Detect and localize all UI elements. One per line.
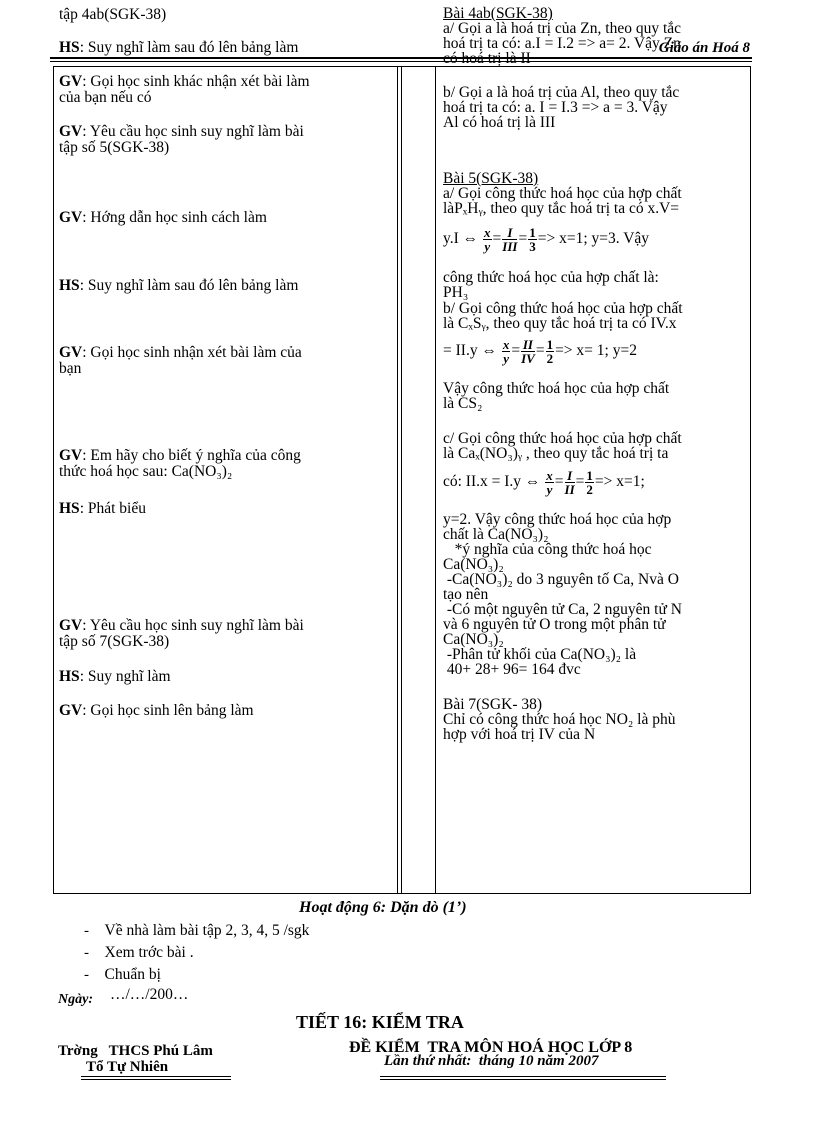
fraction: $\frac{I}{\text{III}}$ bbox=[502, 225, 518, 254]
right-line: là CS₂ bbox=[443, 395, 483, 412]
fraction: $\frac{I}{II}$ bbox=[564, 468, 575, 497]
right-line: Vậy công thức hoá học của hợp chất bbox=[443, 380, 670, 397]
fraction: $\frac{1}{2}$ bbox=[586, 468, 593, 497]
test-title: TIẾT 16: KIỂM TRA bbox=[296, 1012, 464, 1032]
right-line: làPₓHᵧ, theo quy tắc hoá trị ta có x.V= bbox=[443, 200, 680, 217]
list-item: - Xem trớc bài . bbox=[84, 944, 194, 961]
right-line: chất là Ca(NO₃)₂ bbox=[443, 526, 549, 543]
left-line: HS: Suy nghĩ làm sau đó lên bảng làm bbox=[59, 39, 299, 56]
right-line: -Phân tử khối của Ca(NO₃)₂ là bbox=[443, 646, 637, 663]
fraction: $\frac{1}{2}$ bbox=[546, 337, 554, 366]
left-line: GV: Em hãy cho biết ý nghĩa của công bbox=[59, 447, 301, 464]
table-divider-right bbox=[435, 66, 436, 894]
left-line: HS: Suy nghĩ làm bbox=[59, 668, 171, 685]
right-line: là CₓSᵧ, theo quy tắc hoá trị ta có IV.x bbox=[443, 315, 677, 332]
right-line: là Caₓ(NO₃)ᵧ , theo quy tắc hoá trị ta bbox=[443, 445, 669, 462]
right-line: hoá trị ta có: a.I = I.2 => a= 2. Vậy Zn bbox=[443, 35, 681, 52]
date-label: Ngày: bbox=[58, 992, 93, 1007]
left-line: GV: Hớng dẫn học sinh cách làm bbox=[59, 209, 267, 226]
list-item: - Về nhà làm bài tập 2, 3, 4, 5 /sgk bbox=[84, 922, 310, 939]
exercise-heading: Bài 5(SGK-38) bbox=[443, 170, 539, 187]
fraction: $\frac{II}{IV}$ bbox=[521, 337, 535, 366]
right-line: c/ Gọi công thức hoá học của hợp chất bbox=[443, 430, 682, 447]
left-line: GV: Gọi học sinh lên bảng làm bbox=[59, 702, 254, 719]
left-line: HS: Suy nghĩ làm sau đó lên bảng làm bbox=[59, 277, 299, 294]
header-rule-thick bbox=[50, 57, 752, 59]
right-line: b/ Gọi a là hoá trị của Al, theo quy tắc bbox=[443, 84, 680, 101]
right-line: PH₃ bbox=[443, 284, 469, 301]
equation-line: = II.y ⇔ $\frac{x}{y}$ = $\frac{II}{IV}$ = $\frac{1}{2}$ => x= 1; y=2 bbox=[443, 337, 637, 366]
activity-title: Hoạt động 6: Dặn dò (1’) bbox=[299, 899, 467, 916]
right-line: hợp với hoá trị IV của N bbox=[443, 726, 596, 743]
date-value: …/…/200… bbox=[110, 986, 189, 1003]
exam-underline bbox=[380, 1076, 666, 1077]
exam-subtitle: Lần thứ nhất: tháng 10 năm 2007 bbox=[384, 1053, 599, 1069]
left-line: bạn bbox=[59, 360, 82, 377]
right-line: có hoá trị là II bbox=[443, 50, 531, 67]
equation-line: có: II.x = I.y ⇔ $\frac{x}{y}$ = $\frac{I}{II}$ = $\frac{1}{2}$ => x=1; bbox=[443, 468, 645, 497]
right-line: Al có hoá trị là III bbox=[443, 114, 556, 131]
right-line: y=2. Vậy công thức hoá học của hợp bbox=[443, 511, 672, 528]
left-line: tập số 5(SGK-38) bbox=[59, 139, 170, 156]
right-line: Bài 7(SGK- 38) bbox=[443, 696, 543, 713]
right-line: Ca(NO₃)₂ bbox=[443, 631, 504, 648]
department-underline bbox=[81, 1079, 231, 1080]
school-name: Trờng THCS Phú Lâm bbox=[58, 1043, 213, 1059]
left-line: GV: Yêu cầu học sinh suy nghĩ làm bài bbox=[59, 617, 304, 634]
homework-list bbox=[84, 920, 309, 986]
exercise-heading: Bài 4ab(SGK-38) bbox=[443, 5, 553, 22]
right-line: và 6 nguyên tử O trong một phân tử bbox=[443, 616, 666, 633]
right-line: a/ Gọi a là hoá trị của Zn, theo quy tắc bbox=[443, 20, 682, 37]
right-line: -Có một nguyên tử Ca, 2 nguyên tử N bbox=[443, 601, 682, 618]
left-line: HS: Phát biểu bbox=[59, 500, 146, 517]
left-line: GV: Gọi học sinh khác nhận xét bài làm bbox=[59, 73, 310, 90]
exam-underline bbox=[380, 1079, 666, 1080]
right-line: tạo nên bbox=[443, 586, 489, 603]
left-line: tập số 7(SGK-38) bbox=[59, 633, 170, 650]
fraction: $\frac{1}{3}$ bbox=[529, 225, 536, 254]
fraction: $\frac{x}{y}$ bbox=[484, 225, 491, 254]
left-line: GV: Gọi học sinh nhận xét bài làm của bbox=[59, 344, 302, 361]
table-divider-middle bbox=[401, 66, 402, 894]
right-line: *ý nghĩa của công thức hoá học bbox=[443, 541, 652, 558]
fraction: $\frac{x}{y}$ bbox=[502, 337, 510, 366]
department-name: Tổ Tự Nhiên bbox=[86, 1059, 169, 1075]
fraction: $\frac{x}{y}$ bbox=[546, 468, 553, 497]
department-underline bbox=[81, 1076, 231, 1077]
right-line: 40+ 28+ 96= 164 đvc bbox=[443, 661, 581, 678]
right-line: công thức hoá học của hợp chất là: bbox=[443, 269, 659, 286]
right-line: a/ Gọi công thức hoá học của hợp chất bbox=[443, 185, 682, 202]
left-line: thức hoá học sau: Ca(NO₃)₂ bbox=[59, 463, 233, 480]
exam-title: ĐỀ KIỂM TRA MÔN HOÁ HỌC LỚP 8 bbox=[349, 1039, 633, 1056]
list-item: - Chuẩn bị bbox=[84, 966, 161, 983]
right-line: -Ca(NO₃)₂ do 3 nguyên tố Ca, Nvà O bbox=[443, 571, 679, 588]
header-title: Giáo án Hoá 8 bbox=[658, 40, 750, 56]
right-line: hoá trị ta có: a. I = I.3 => a = 3. Vậy bbox=[443, 99, 668, 116]
right-line: Ca(NO₃)₂ bbox=[443, 556, 504, 573]
right-line: b/ Gọi công thức hoá học của hợp chất bbox=[443, 300, 683, 317]
equation-line: y.I ⇔ $\frac{x}{y}$ = $\frac{I}{\text{III}}$ = $\frac{1}{3}$ => x=1; y=3. Vậy bbox=[443, 225, 650, 254]
left-line: GV: Yêu cầu học sinh suy nghĩ làm bài bbox=[59, 123, 304, 140]
table-divider-left bbox=[397, 66, 398, 894]
left-line: tập 4ab(SGK-38) bbox=[59, 6, 167, 23]
right-line: Chỉ có công thức hoá học NO₂ là phù bbox=[443, 711, 676, 728]
header-rule-thin bbox=[50, 61, 752, 62]
left-line: của bạn nếu có bbox=[59, 89, 152, 106]
